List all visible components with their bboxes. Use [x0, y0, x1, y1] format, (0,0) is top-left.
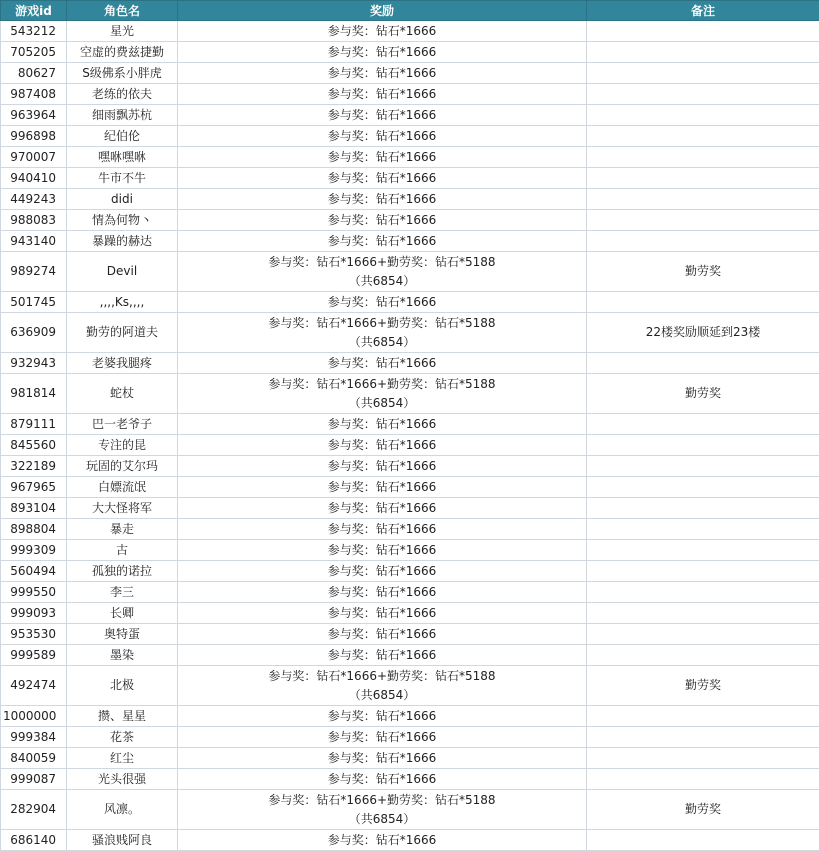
header-id: 游戏id	[1, 1, 67, 21]
table-row	[1, 414, 819, 435]
cell-note	[587, 706, 819, 727]
cell-role-name: 玩固的艾尔玛	[67, 456, 178, 477]
cell-role-name: 老婆我腿疼	[67, 353, 178, 374]
reward-line: 参与奖：钻石*1666	[180, 769, 584, 789]
cell-game-id: 845560	[1, 435, 67, 456]
cell-note	[587, 168, 819, 189]
cell-game-id: 840059	[1, 748, 67, 769]
reward-line: 参与奖：钻石*1666	[180, 540, 584, 560]
cell-reward	[178, 168, 587, 189]
cell-reward	[178, 126, 587, 147]
cell-role-name: 李三	[67, 582, 178, 603]
cell-reward	[178, 477, 587, 498]
cell-role-name: 蛇杖	[67, 374, 178, 414]
reward-line: 参与奖：钻石*1666	[180, 519, 584, 539]
reward-line: 参与奖：钻石*1666	[180, 353, 584, 373]
cell-reward	[178, 519, 587, 540]
cell-note: 勤劳奖	[587, 790, 819, 830]
cell-reward	[178, 769, 587, 790]
reward-line: 参与奖：钻石*1666	[180, 414, 584, 434]
reward-line: 参与奖：钻石*1666	[180, 84, 584, 104]
reward-line: 参与奖：钻石*1666+勤劳奖：钻石*5188	[180, 253, 584, 272]
cell-note	[587, 519, 819, 540]
table-row	[1, 645, 819, 666]
cell-role-name: 星光	[67, 21, 178, 42]
cell-reward	[178, 231, 587, 252]
cell-role-name: didi	[67, 189, 178, 210]
reward-total: （共6854）	[180, 686, 584, 705]
cell-game-id: 970007	[1, 147, 67, 168]
cell-role-name: 大大怪将军	[67, 498, 178, 519]
cell-reward	[178, 748, 587, 769]
table-row	[1, 582, 819, 603]
cell-reward	[178, 147, 587, 168]
cell-game-id: 999093	[1, 603, 67, 624]
cell-role-name: 风凛。	[67, 790, 178, 830]
cell-game-id: 80627	[1, 63, 67, 84]
cell-role-name: 暴躁的赫达	[67, 231, 178, 252]
cell-role-name: ,,,,Ks,,,,	[67, 292, 178, 313]
cell-game-id: 449243	[1, 189, 67, 210]
table-row	[1, 374, 819, 414]
cell-role-name: 暴走	[67, 519, 178, 540]
cell-reward	[178, 582, 587, 603]
cell-note: 勤劳奖	[587, 374, 819, 414]
cell-note	[587, 477, 819, 498]
cell-role-name: 孤独的诺拉	[67, 561, 178, 582]
cell-reward	[178, 706, 587, 727]
cell-role-name: 光头很强	[67, 769, 178, 790]
cell-game-id: 501745	[1, 292, 67, 313]
cell-note	[587, 540, 819, 561]
reward-line: 参与奖：钻石*1666	[180, 42, 584, 62]
header-name: 角色名	[67, 1, 178, 21]
cell-game-id: 686140	[1, 830, 67, 851]
reward-total: （共6854）	[180, 272, 584, 291]
cell-note	[587, 353, 819, 374]
table-row	[1, 666, 819, 706]
cell-game-id: 492474	[1, 666, 67, 706]
cell-note	[587, 292, 819, 313]
cell-game-id: 987408	[1, 84, 67, 105]
reward-line: 参与奖：钻石*1666	[180, 456, 584, 476]
cell-role-name: 嘿咻嘿咻	[67, 147, 178, 168]
cell-note	[587, 624, 819, 645]
cell-role-name: 红尘	[67, 748, 178, 769]
table-row	[1, 292, 819, 313]
reward-line: 参与奖：钻石*1666	[180, 21, 584, 41]
table-row	[1, 63, 819, 84]
cell-game-id: 967965	[1, 477, 67, 498]
reward-line: 参与奖：钻石*1666	[180, 435, 584, 455]
cell-note	[587, 231, 819, 252]
cell-role-name: 纪伯伦	[67, 126, 178, 147]
cell-reward	[178, 498, 587, 519]
cell-note	[587, 21, 819, 42]
reward-line: 参与奖：钻石*1666+勤劳奖：钻石*5188	[180, 667, 584, 686]
cell-note: 22楼奖励顺延到23楼	[587, 313, 819, 353]
cell-note	[587, 582, 819, 603]
cell-reward	[178, 313, 587, 353]
reward-line: 参与奖：钻石*1666	[180, 748, 584, 768]
table-row	[1, 210, 819, 231]
table-row	[1, 540, 819, 561]
cell-role-name: 墨染	[67, 645, 178, 666]
cell-reward	[178, 603, 587, 624]
cell-note	[587, 830, 819, 851]
cell-reward	[178, 63, 587, 84]
cell-game-id: 282904	[1, 790, 67, 830]
header-note: 备注	[587, 1, 819, 21]
cell-role-name: 老练的依夫	[67, 84, 178, 105]
table-row	[1, 353, 819, 374]
table-row	[1, 706, 819, 727]
table-row	[1, 105, 819, 126]
cell-reward	[178, 210, 587, 231]
cell-game-id: 963964	[1, 105, 67, 126]
cell-reward	[178, 666, 587, 706]
cell-game-id: 898804	[1, 519, 67, 540]
reward-line: 参与奖：钻石*1666	[180, 105, 584, 125]
cell-note: 勤劳奖	[587, 252, 819, 292]
cell-role-name: 花茶	[67, 727, 178, 748]
table-row	[1, 21, 819, 42]
header-row	[1, 1, 819, 21]
table-row	[1, 498, 819, 519]
reward-line: 参与奖：钻石*1666	[180, 603, 584, 623]
reward-line: 参与奖：钻石*1666	[180, 168, 584, 188]
table-row	[1, 189, 819, 210]
cell-game-id: 1000000	[1, 706, 67, 727]
cell-game-id: 543212	[1, 21, 67, 42]
reward-line: 参与奖：钻石*1666	[180, 645, 584, 665]
cell-reward	[178, 790, 587, 830]
cell-reward	[178, 830, 587, 851]
cell-role-name: 北极	[67, 666, 178, 706]
cell-role-name: S级佛系小胖虎	[67, 63, 178, 84]
reward-line: 参与奖：钻石*1666	[180, 727, 584, 747]
cell-note	[587, 126, 819, 147]
cell-note	[587, 456, 819, 477]
table-row	[1, 790, 819, 830]
cell-game-id: 953530	[1, 624, 67, 645]
cell-note	[587, 561, 819, 582]
cell-reward	[178, 645, 587, 666]
cell-game-id: 989274	[1, 252, 67, 292]
table-body	[1, 21, 819, 851]
cell-note	[587, 63, 819, 84]
cell-role-name: 古	[67, 540, 178, 561]
reward-line: 参与奖：钻石*1666	[180, 292, 584, 312]
cell-game-id: 999087	[1, 769, 67, 790]
cell-reward	[178, 624, 587, 645]
cell-game-id: 988083	[1, 210, 67, 231]
table-row	[1, 727, 819, 748]
cell-role-name: 专注的昆	[67, 435, 178, 456]
cell-game-id: 999384	[1, 727, 67, 748]
cell-reward	[178, 21, 587, 42]
table-row	[1, 456, 819, 477]
cell-role-name: 牛市不牛	[67, 168, 178, 189]
table-row	[1, 147, 819, 168]
reward-line: 参与奖：钻石*1666	[180, 210, 584, 230]
cell-game-id: 943140	[1, 231, 67, 252]
table-row	[1, 42, 819, 63]
cell-note	[587, 603, 819, 624]
reward-line: 参与奖：钻石*1666+勤劳奖：钻石*5188	[180, 314, 584, 333]
header-reward: 奖励	[178, 1, 587, 21]
cell-game-id: 999589	[1, 645, 67, 666]
cell-role-name: 空虚的费兹捷勤	[67, 42, 178, 63]
reward-total: （共6854）	[180, 333, 584, 352]
reward-line: 参与奖：钻石*1666	[180, 189, 584, 209]
reward-line: 参与奖：钻石*1666	[180, 147, 584, 167]
cell-role-name: 奥特蛋	[67, 624, 178, 645]
reward-line: 参与奖：钻石*1666	[180, 624, 584, 644]
cell-note	[587, 105, 819, 126]
table-row	[1, 477, 819, 498]
table-row	[1, 126, 819, 147]
table-row	[1, 313, 819, 353]
cell-role-name: 情為何物丶	[67, 210, 178, 231]
cell-reward	[178, 189, 587, 210]
cell-role-name: 勤劳的阿道夫	[67, 313, 178, 353]
cell-reward	[178, 540, 587, 561]
cell-note	[587, 727, 819, 748]
cell-reward	[178, 292, 587, 313]
cell-game-id: 999309	[1, 540, 67, 561]
cell-game-id: 705205	[1, 42, 67, 63]
cell-reward	[178, 252, 587, 292]
cell-note	[587, 645, 819, 666]
cell-reward	[178, 456, 587, 477]
table-row	[1, 168, 819, 189]
cell-note: 勤劳奖	[587, 666, 819, 706]
reward-total: （共6854）	[180, 810, 584, 829]
table-row	[1, 748, 819, 769]
table-row	[1, 84, 819, 105]
reward-line: 参与奖：钻石*1666	[180, 582, 584, 602]
reward-line: 参与奖：钻石*1666+勤劳奖：钻石*5188	[180, 375, 584, 394]
table-row	[1, 603, 819, 624]
cell-note	[587, 769, 819, 790]
cell-note	[587, 210, 819, 231]
table-row	[1, 519, 819, 540]
cell-game-id: 636909	[1, 313, 67, 353]
cell-role-name: 巴一老爷子	[67, 414, 178, 435]
cell-role-name: 长卿	[67, 603, 178, 624]
cell-reward	[178, 105, 587, 126]
cell-role-name: Devil	[67, 252, 178, 292]
cell-role-name: 白嫖流氓	[67, 477, 178, 498]
cell-note	[587, 84, 819, 105]
cell-game-id: 322189	[1, 456, 67, 477]
cell-reward	[178, 561, 587, 582]
reward-line: 参与奖：钻石*1666	[180, 63, 584, 83]
cell-note	[587, 748, 819, 769]
cell-note	[587, 147, 819, 168]
reward-line: 参与奖：钻石*1666	[180, 477, 584, 497]
cell-note	[587, 189, 819, 210]
table-row	[1, 252, 819, 292]
cell-role-name: 攒、星星	[67, 706, 178, 727]
cell-game-id: 893104	[1, 498, 67, 519]
cell-role-name: 细雨飘苏杭	[67, 105, 178, 126]
cell-game-id: 996898	[1, 126, 67, 147]
cell-note	[587, 435, 819, 456]
reward-line: 参与奖：钻石*1666	[180, 830, 584, 850]
cell-game-id: 981814	[1, 374, 67, 414]
reward-line: 参与奖：钻石*1666	[180, 706, 584, 726]
cell-game-id: 932943	[1, 353, 67, 374]
reward-line: 参与奖：钻石*1666+勤劳奖：钻石*5188	[180, 791, 584, 810]
table-row	[1, 830, 819, 851]
cell-game-id: 999550	[1, 582, 67, 603]
cell-game-id: 940410	[1, 168, 67, 189]
cell-reward	[178, 727, 587, 748]
cell-game-id: 879111	[1, 414, 67, 435]
cell-reward	[178, 435, 587, 456]
cell-reward	[178, 414, 587, 435]
cell-reward	[178, 353, 587, 374]
table-row	[1, 435, 819, 456]
table-row	[1, 769, 819, 790]
reward-total: （共6854）	[180, 394, 584, 413]
reward-line: 参与奖：钻石*1666	[180, 498, 584, 518]
reward-line: 参与奖：钻石*1666	[180, 126, 584, 146]
cell-note	[587, 414, 819, 435]
reward-line: 参与奖：钻石*1666	[180, 231, 584, 251]
table-row	[1, 231, 819, 252]
table-row	[1, 561, 819, 582]
cell-reward	[178, 84, 587, 105]
table-row	[1, 624, 819, 645]
cell-reward	[178, 42, 587, 63]
cell-reward	[178, 374, 587, 414]
reward-line: 参与奖：钻石*1666	[180, 561, 584, 581]
cell-game-id: 560494	[1, 561, 67, 582]
cell-note	[587, 42, 819, 63]
cell-note	[587, 498, 819, 519]
cell-role-name: 骚浪贱阿良	[67, 830, 178, 851]
